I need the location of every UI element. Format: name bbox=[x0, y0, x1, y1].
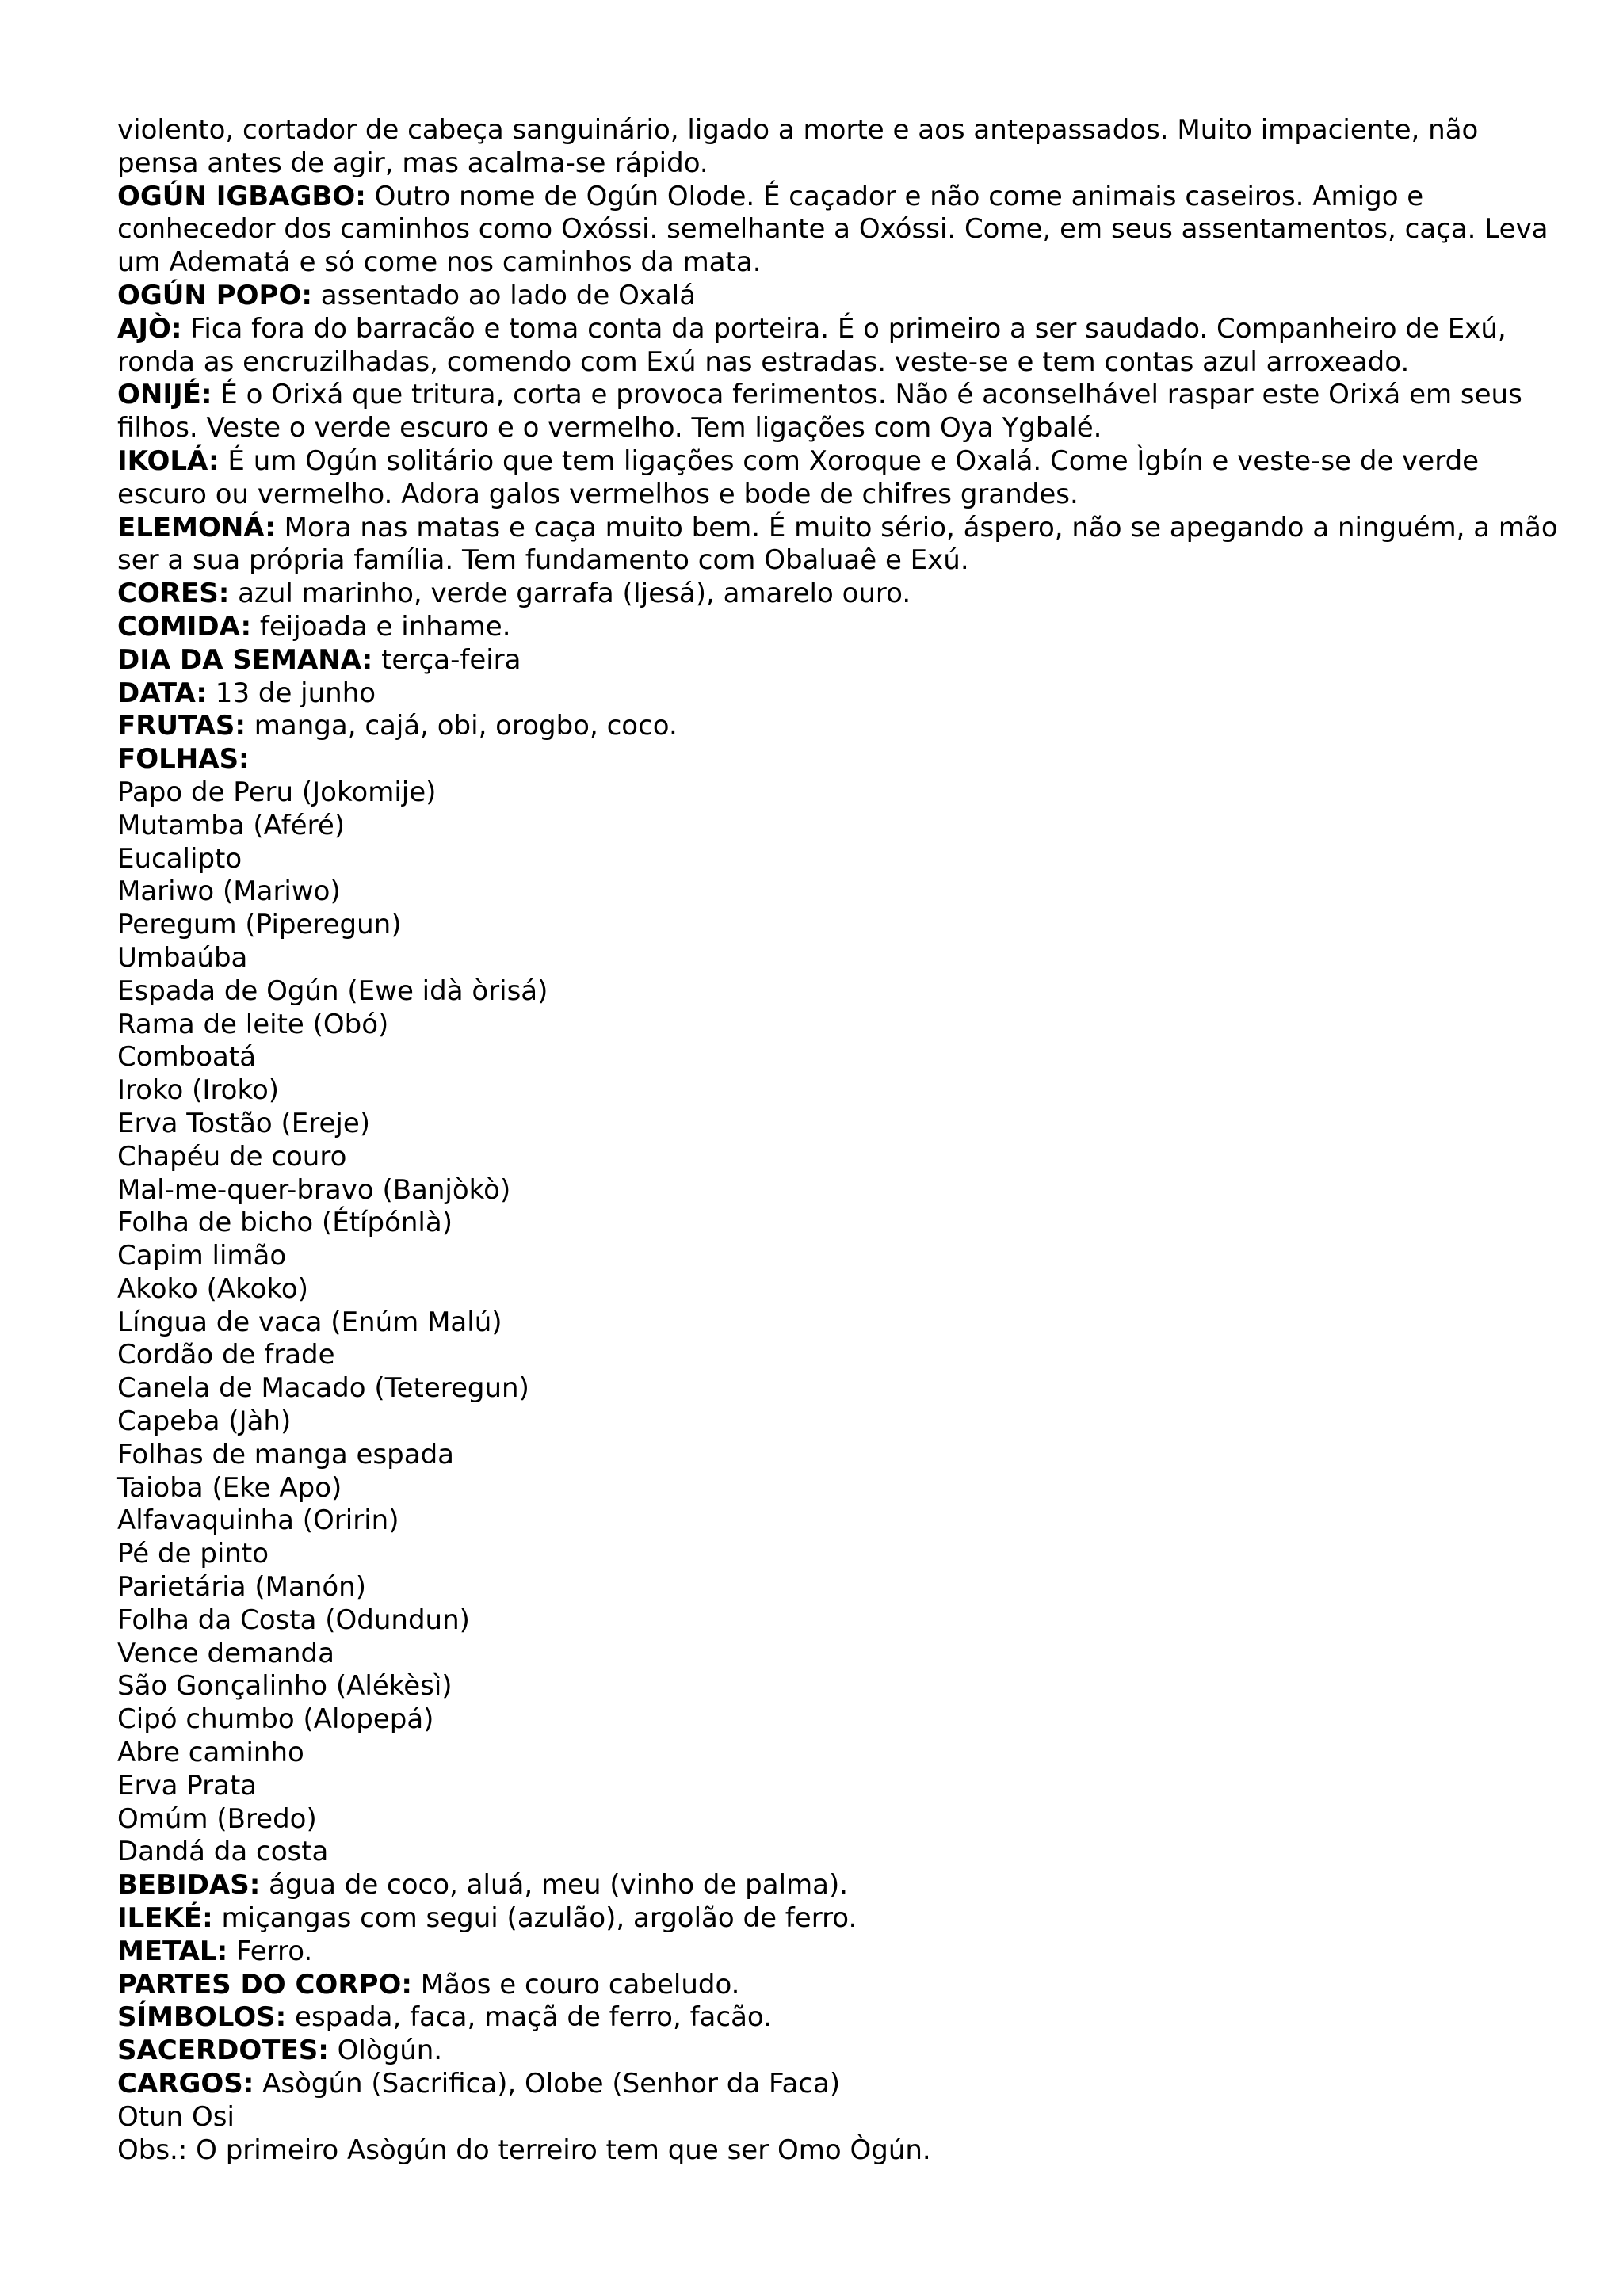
folha-item: Capeba (Jàh) bbox=[117, 1405, 292, 1438]
observation-line: Obs.: O primeiro Asògún do terreiro tem que ser Omo Ògún. bbox=[117, 2134, 931, 2166]
entry-label: OGÚN POPO: bbox=[117, 279, 312, 311]
folha-item: Eucalipto bbox=[117, 842, 242, 875]
folha-item: Capim limão bbox=[117, 1240, 287, 1272]
folha-item: Mal-me-quer-bravo (Banjòkò) bbox=[117, 1173, 511, 1206]
document-body bbox=[117, 114, 1560, 2167]
folhas-heading: FOLHAS: bbox=[117, 743, 250, 776]
folha-item: Língua de vaca (Enúm Malú) bbox=[117, 1306, 502, 1338]
folha-item: Papo de Peru (Jokomije) bbox=[117, 776, 437, 808]
folha-item: Folha da Costa (Odundun) bbox=[117, 1604, 470, 1636]
entry-ileke bbox=[117, 1902, 1560, 1936]
entry-text: Asògún (Sacrifica), Olobe (Senhor da Faca) bbox=[254, 2068, 841, 2100]
folhas-list bbox=[117, 776, 1560, 1869]
intro-paragraph: violento, cortador de cabeça sanguinário, ligado a morte e aos antepassados. Muito impaciente, não pensa antes de agir, mas acalma-se rápido. bbox=[117, 114, 1479, 179]
entry-text: Fica fora do barracão e toma conta da porteira. É o primeiro a ser saudado. Companheiro de Exú, ronda as encruzilhadas, comendo com Exú nas estradas. veste-se e tem contas azul arroxeado. bbox=[117, 312, 1507, 378]
entry-label: ELEMONÁ: bbox=[117, 511, 276, 543]
folha-item: Pé de pinto bbox=[117, 1538, 269, 1570]
entry-label: COMIDA: bbox=[117, 610, 252, 643]
entry-label: PARTES DO CORPO: bbox=[117, 1968, 412, 2000]
entry-text: É um Ogún solitário que tem ligações com Xoroque e Oxalá. Come Ìgbín e veste-se de verde escuro ou vermelho. Adora galos vermelhos e bode de chifres grandes. bbox=[117, 444, 1480, 510]
entries-section-2 bbox=[117, 1869, 1560, 2101]
entry-label: DIA DA SEMANA: bbox=[117, 643, 373, 676]
otun-osi-line: Otun Osi bbox=[117, 2100, 235, 2133]
folha-item: Cipó chumbo (Alopepá) bbox=[117, 1703, 434, 1736]
entry-label: DATA: bbox=[117, 677, 207, 709]
folha-item: Erva Prata bbox=[117, 1769, 258, 1802]
folha-item: Chapéu de couro bbox=[117, 1140, 347, 1173]
entries-section bbox=[117, 181, 1560, 744]
folha-item: Taioba (Eke Apo) bbox=[117, 1471, 342, 1504]
entry-ogun-igbagbo bbox=[117, 181, 1560, 280]
folha-item: Folha de bicho (Étípónlà) bbox=[117, 1207, 453, 1239]
entry-text: miçangas com segui (azulão), argolão de ferro. bbox=[212, 1902, 857, 1935]
entry-label: ONIJÉ: bbox=[117, 379, 212, 411]
entry-label: CORES: bbox=[117, 578, 230, 610]
entry-sacerdotes bbox=[117, 2035, 1560, 2068]
entry-ogun-popo bbox=[117, 280, 1560, 313]
entry-label: OGÚN IGBAGBO: bbox=[117, 180, 366, 212]
folha-item: Parietária (Manón) bbox=[117, 1571, 366, 1604]
entry-bebidas bbox=[117, 1869, 1560, 1902]
entry-partes-do-corpo bbox=[117, 1969, 1560, 2002]
folha-item: Mutamba (Aféré) bbox=[117, 809, 346, 841]
entry-cargos bbox=[117, 2068, 1560, 2101]
folha-item: Vence demanda bbox=[117, 1637, 334, 1669]
entry-text: É o Orixá que tritura, corta e provoca ferimentos. Não é aconselhável raspar este Orixá em seus filhos. Veste o verde escuro e o vermelho. Tem ligações com Oya Ygbalé. bbox=[117, 379, 1522, 444]
folha-item: Erva Tostão (Ereje) bbox=[117, 1107, 371, 1139]
entry-text: Mora nas matas e caça muito bem. É muito sério, áspero, não se apegando a ninguém, a mão ser a sua própria família. Tem fundamento com Obaluaê e Exú. bbox=[117, 511, 1558, 577]
entry-text: água de coco, aluá, meu (vinho de palma). bbox=[260, 1869, 849, 1901]
entry-text: 13 de junho bbox=[207, 677, 376, 709]
folha-item: Iroko (Iroko) bbox=[117, 1074, 280, 1107]
entry-label: CARGOS: bbox=[117, 2068, 254, 2100]
entry-label: AJÒ: bbox=[117, 312, 182, 345]
entry-dia-da-semana bbox=[117, 644, 1560, 677]
entry-text: Ològún. bbox=[328, 2035, 443, 2067]
folha-item: Mariwo (Mariwo) bbox=[117, 875, 341, 908]
entry-text: Outro nome de Ogún Olode. É caçador e não come animais caseiros. Amigo e conhecedor dos caminhos como Oxóssi. semelhante a Oxóssi. Come, em seus assentamentos, caça. Leva um Adematá e só come nos caminhos da mata. bbox=[117, 180, 1549, 279]
folha-item: Comboatá bbox=[117, 1041, 257, 1074]
entry-text: assentado ao lado de Oxalá bbox=[311, 279, 697, 311]
folha-item: Canela de Macado (Teteregun) bbox=[117, 1372, 529, 1405]
entry-text: azul marinho, verde garrafa (Ijesá), amarelo ouro. bbox=[229, 578, 911, 610]
folha-item: Rama de leite (Obó) bbox=[117, 1008, 389, 1040]
entry-ikola bbox=[117, 445, 1560, 512]
folha-item: Cordão de frade bbox=[117, 1339, 335, 1371]
entry-ajo bbox=[117, 313, 1560, 379]
entry-text: manga, cajá, obi, orogbo, coco. bbox=[245, 710, 678, 742]
folha-item: Peregum (Piperegun) bbox=[117, 909, 402, 941]
entry-elemona bbox=[117, 512, 1560, 578]
entry-onije bbox=[117, 379, 1560, 445]
entry-frutas bbox=[117, 710, 1560, 743]
entry-label: SACERDOTES: bbox=[117, 2035, 329, 2067]
entry-label: FRUTAS: bbox=[117, 710, 246, 742]
entry-label: SÍMBOLOS: bbox=[117, 2001, 287, 2034]
entry-text: feijoada e inhame. bbox=[251, 610, 511, 643]
entry-text: Mãos e couro cabeludo. bbox=[411, 1968, 740, 2000]
entry-comida bbox=[117, 611, 1560, 644]
folha-item: São Gonçalinho (Alékèsì) bbox=[117, 1670, 453, 1703]
folha-item: Folhas de manga espada bbox=[117, 1438, 454, 1470]
entry-data bbox=[117, 677, 1560, 711]
entry-label: ILEKÉ: bbox=[117, 1902, 213, 1935]
entry-metal bbox=[117, 1936, 1560, 1969]
folha-item: Omúm (Bredo) bbox=[117, 1802, 317, 1835]
folha-item: Akoko (Akoko) bbox=[117, 1272, 308, 1305]
entry-label: METAL: bbox=[117, 1935, 228, 1967]
folha-item: Umbaúba bbox=[117, 941, 248, 974]
folha-item: Alfavaquinha (Oririn) bbox=[117, 1505, 399, 1537]
entry-text: espada, faca, maçã de ferro, facão. bbox=[286, 2001, 772, 2034]
entry-text: terça-feira bbox=[372, 643, 521, 676]
entry-label: IKOLÁ: bbox=[117, 444, 220, 477]
closing-lines bbox=[117, 2101, 1560, 2168]
entry-text: Ferro. bbox=[227, 1935, 313, 1967]
folha-item: Dandá da costa bbox=[117, 1836, 329, 1868]
entry-label: BEBIDAS: bbox=[117, 1869, 261, 1901]
entry-simbolos bbox=[117, 2001, 1560, 2035]
folha-item: Abre caminho bbox=[117, 1737, 304, 1769]
entry-cores bbox=[117, 578, 1560, 611]
folha-item: Espada de Ogún (Ewe idà òrisá) bbox=[117, 974, 548, 1007]
